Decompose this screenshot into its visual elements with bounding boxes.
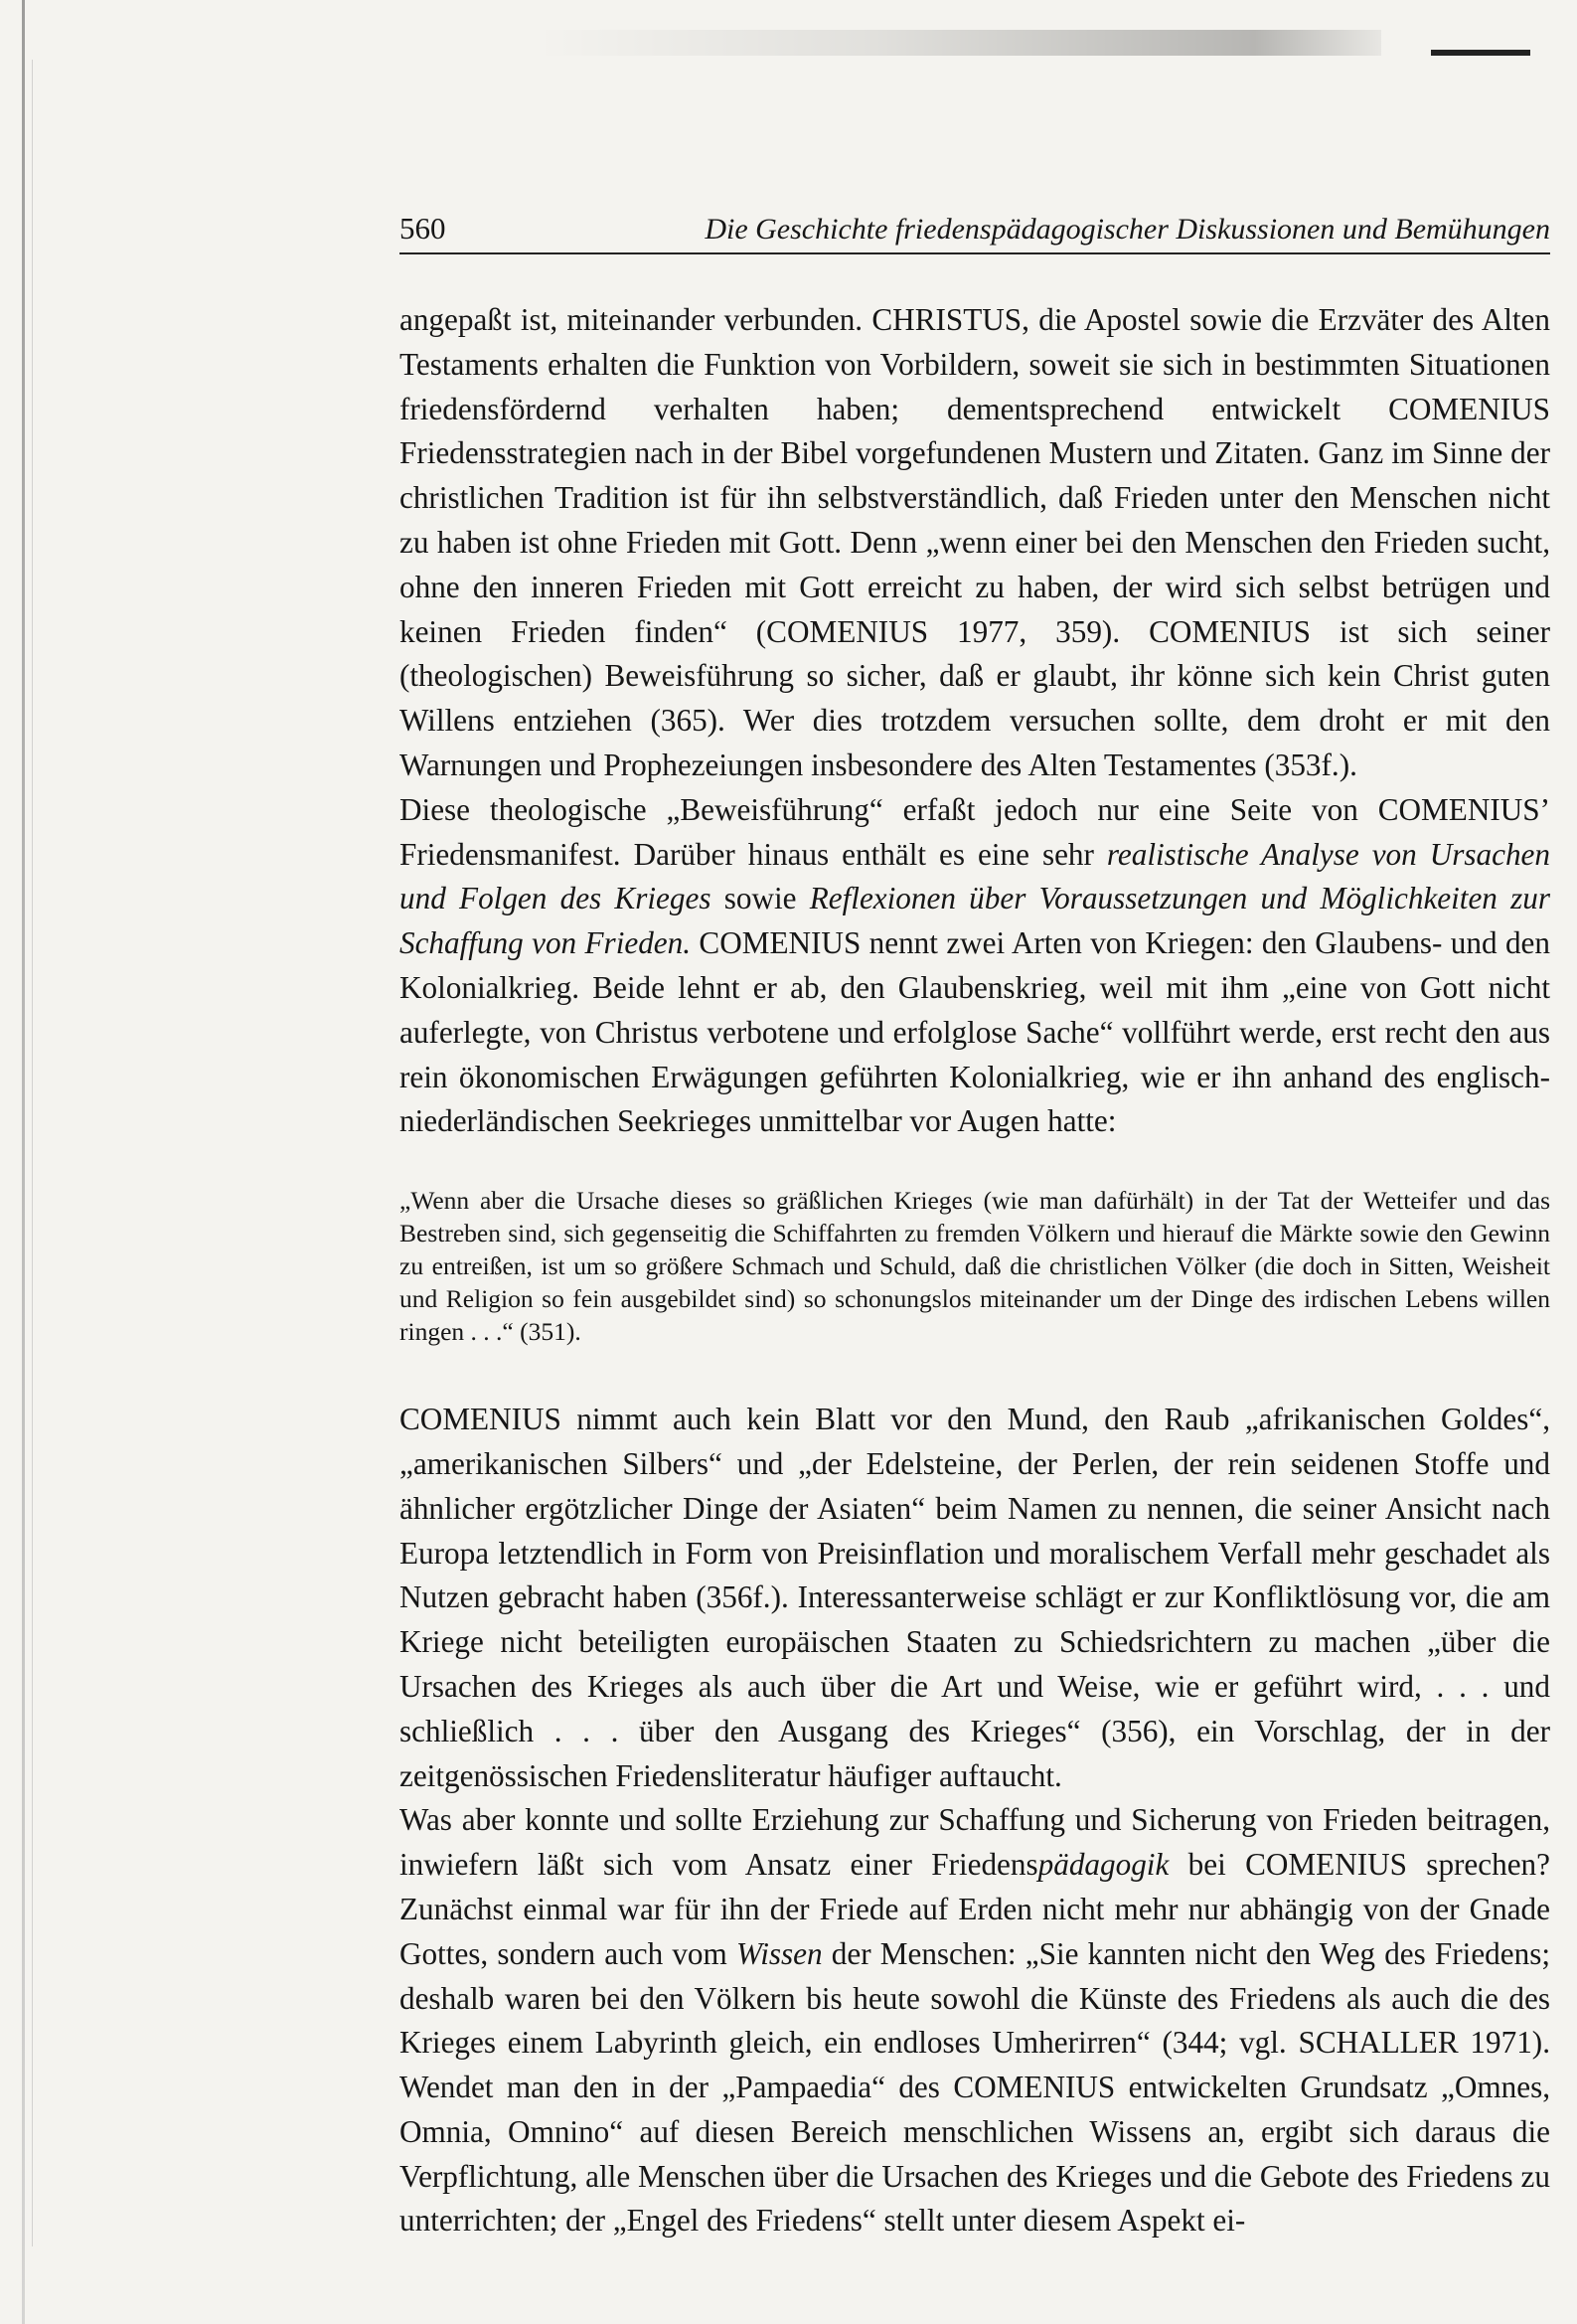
book-page	[399, 211, 1550, 2243]
paragraph-4	[399, 1798, 1550, 2243]
paragraph-3: COMENIUS nimmt auch kein Blatt vor den Mund, den Raub „afrikanischen Goldes“, „amerikanischen Silbers“ und „der Edelsteine, der Perlen, der rein seidenen Stoffe und ähnlicher ergötzlicher Dinge der Asiaten“ beim Namen zu nennen, die seiner Ansicht nach Europa letztendlich in Form von Preisinflation und moralischem Verfall mehr geschadet als Nutzen gebracht haben (356f.). Interessanterweise schlägt er zur Konfliktlösung vor, die am Kriege nicht beteiligten europäischen Staaten zu Schiedsrichtern zu machen „über die Ursachen des Krieges als auch über die Art und Weise, wie er geführt wird, . . . und schließlich . . . über den Ausgang des Krieges“ (356), ein Vorschlag, der in der zeitgenössischen Friedensliteratur häufiger auftaucht.	[399, 1402, 1550, 1793]
paragraph-4-emphasis-2: Wissen	[735, 1935, 823, 1971]
paragraph-4-emphasis-1: pädagogik	[1037, 1847, 1170, 1883]
page-number: 560	[399, 211, 446, 246]
running-head	[399, 211, 1550, 254]
scan-binding-shadow	[32, 60, 33, 2246]
chapter-title: Die Geschichte friedenspädagogischer Diskussionen und Bemühungen	[705, 213, 1550, 246]
block-quote: „Wenn aber die Ursache dieses so gräßlichen Krieges (wie man dafürhält) in der Tat der Wetteifer und das Bestreben sind, sich gegenseitig die Schiffahrten zu fremden Völkern und hierauf die Märkte sowie den Gewinn zu entreißen, ist um so größere Schmach und Schuld, daß die christlichen Völker (die doch in Sitten, Weisheit und Religion so fein ausgebildet sind) so schonungslos miteinander um der Dinge des irdischen Lebens willen ringen . . .“ (351).	[399, 1186, 1550, 1347]
scan-binding-edge	[22, 0, 25, 2324]
scan-top-mark	[1431, 50, 1530, 56]
paragraph-4-text-c: der Menschen: „Sie kannten nicht den Weg des Friedens; deshalb waren bei den Völkern bis heute sowohl die Künste des Friedens als auch die des Krieges einem Labyrinth gleich, ein endloses Umherirren“ (344; vgl. SCHALLER 1971). Wendet man den in der „Pampaedia“ des COMENIUS entwickelten Grundsatz „Omnes, Omnia, Omnino“ auf diesen Bereich menschlichen Wissens an, ergibt sich daraus die Verpflichtung, alle Menschen über die Ursachen des Krieges und die Gebote des Friedens zu unterrichten; der „Engel des Friedens“ stellt unter diesem Aspekt ei-	[399, 1935, 1551, 2239]
paragraph-2-emphasis-2: Reflexionen über Voraussetzungen und Möglichkeiten zur Schaffung von Frieden.	[399, 881, 1551, 961]
scan-top-smudge	[537, 30, 1381, 56]
paragraph-1: angepaßt ist, miteinander verbunden. CHRISTUS, die Apostel sowie die Erzväter des Alten Testaments erhalten die Funktion von Vorbildern, soweit sie sich in bestimmten Situationen friedensfördernd verhalten haben; dementsprechend entwickelt COMENIUS Friedensstrategien nach in der Bibel vorgefundenen Mustern und Zitaten. Ganz im Sinne der christlichen Tradition ist für ihn selbstverständlich, daß Frieden unter den Menschen nicht zu haben ist ohne Frieden mit Gott. Denn „wenn einer bei den Menschen den Frieden sucht, ohne den inneren Frieden mit Gott erreicht zu haben, der wird sich selbst betrügen und keinen Frieden finden“ (COMENIUS 1977, 359). COMENIUS ist sich seiner (theologischen) Beweisführung so sicher, daß er glaubt, ihr könne sich kein Christ guten Willens entziehen (365). Wer dies trotzdem versuchen sollte, dem droht er mit den Warnungen und Prophezeiungen insbesondere des Alten Testamentes (353f.).	[399, 302, 1550, 782]
paragraph-2-text-b: sowie	[710, 881, 810, 916]
paragraph-4-text-a: Was aber konnte und sollte Erziehung zur Schaffung und Sicherung von Frieden beitragen, inwiefern läßt sich vom Ansatz einer Friedens	[399, 1802, 1550, 1883]
paragraph-2-text-c: COMENIUS nennt zwei Arten von Kriegen: den Glaubens- und den Kolonialkrieg. Beide lehnt er ab, den Glaubenskrieg, weil mit ihm „eine von Gott nicht auferlegte, von Christus verbotene und erfolglose Sache“ vollführt werde, erst recht den aus rein ökonomischen Erwägungen geführten Kolonialkrieg, wie er ihn anhand des englisch-niederländischen Seekrieges unmittelbar vor Augen hatte:	[399, 925, 1550, 1139]
paragraph-2	[399, 788, 1550, 1144]
paragraph-4-text-b: bei COMENIUS sprechen? Zunächst einmal war für ihn der Friede auf Erden nicht mehr nur abhängig von der Gnade Gottes, sondern auch vom	[399, 1847, 1550, 1971]
paragraph-2-emphasis-1: realistische Analyse von Ursachen und Folgen des Krieges	[399, 836, 1550, 916]
paragraph-2-text-a: Diese theologische „Beweisführung“ erfaßt jedoch nur eine Seite von COMENIUS’ Friedensmanifest. Darüber hinaus enthält es eine sehr	[399, 791, 1550, 872]
